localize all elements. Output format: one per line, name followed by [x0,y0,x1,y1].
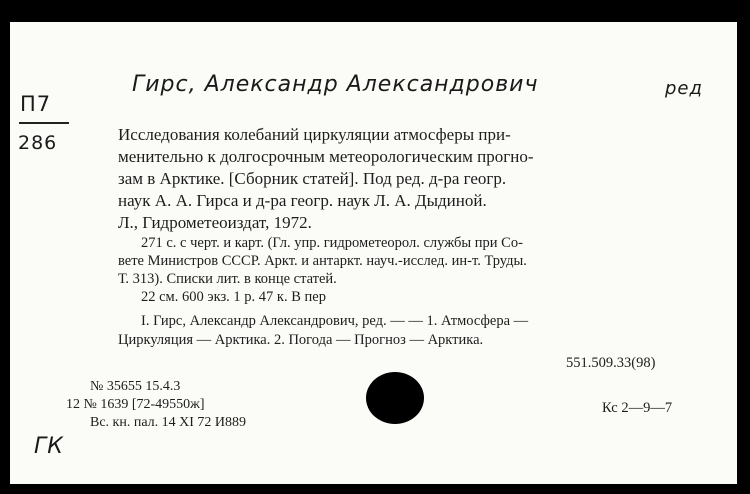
classification-number: 551.509.33(98) [566,355,656,371]
shelf-mark-divider [19,122,69,124]
collation-line-4: 22 см. 600 экз. 1 р. 47 к. В пер [141,289,326,305]
registry-line-3: Вс. кн. пал. 14 XI 72 И889 [90,415,247,430]
handwritten-heading: Гирс, Александр Александрович [132,72,539,97]
handwritten-corner-note: ред [665,78,703,99]
shelf-mark-bottom: 286 [18,132,58,154]
body-line-3: зам в Арктике. [Сборник статей]. Под ред. д-ра геогр. [118,169,507,188]
collation-line-3: Т. 313). Списки лит. в конце статей. [118,271,337,287]
shelf-mark-top: П7 [20,92,52,116]
handwritten-initials: ГК [34,434,64,459]
registry-line-2: 12 № 1639 [72-49550ж] [66,397,205,412]
catalog-code: Кс 2—9—7 [602,400,673,416]
registry-line-1: № 35655 15.4.3 [90,379,181,394]
body-line-5: Л., Гидрометеоиздат, 1972. [118,213,312,232]
tracing-line-1: I. Гирс, Александр Александрович, ред. — — 1. Атмосфера — [141,313,529,329]
tracing-line-2: Циркуляция — Арктика. 2. Погода — Прогноз — Арктика. [118,332,484,348]
collation-line-2: вете Министров СССР. Аркт. и антаркт. науч.-исслед. ин-т. Труды. [118,253,527,269]
body-line-4: наук А. А. Гирса и д-ра геогр. наук Л. А. Дыдиной. [118,191,487,210]
body-line-1: Исследования колебаний циркуляции атмосферы при- [118,125,511,144]
body-line-2: менительно к долгосрочным метеорологическим прогно- [118,147,534,166]
punch-hole [366,372,424,424]
collation-line-1: 271 с. с черт. и карт. (Гл. упр. гидрометеорол. службы при Со- [141,235,523,251]
catalog-card [10,22,737,484]
